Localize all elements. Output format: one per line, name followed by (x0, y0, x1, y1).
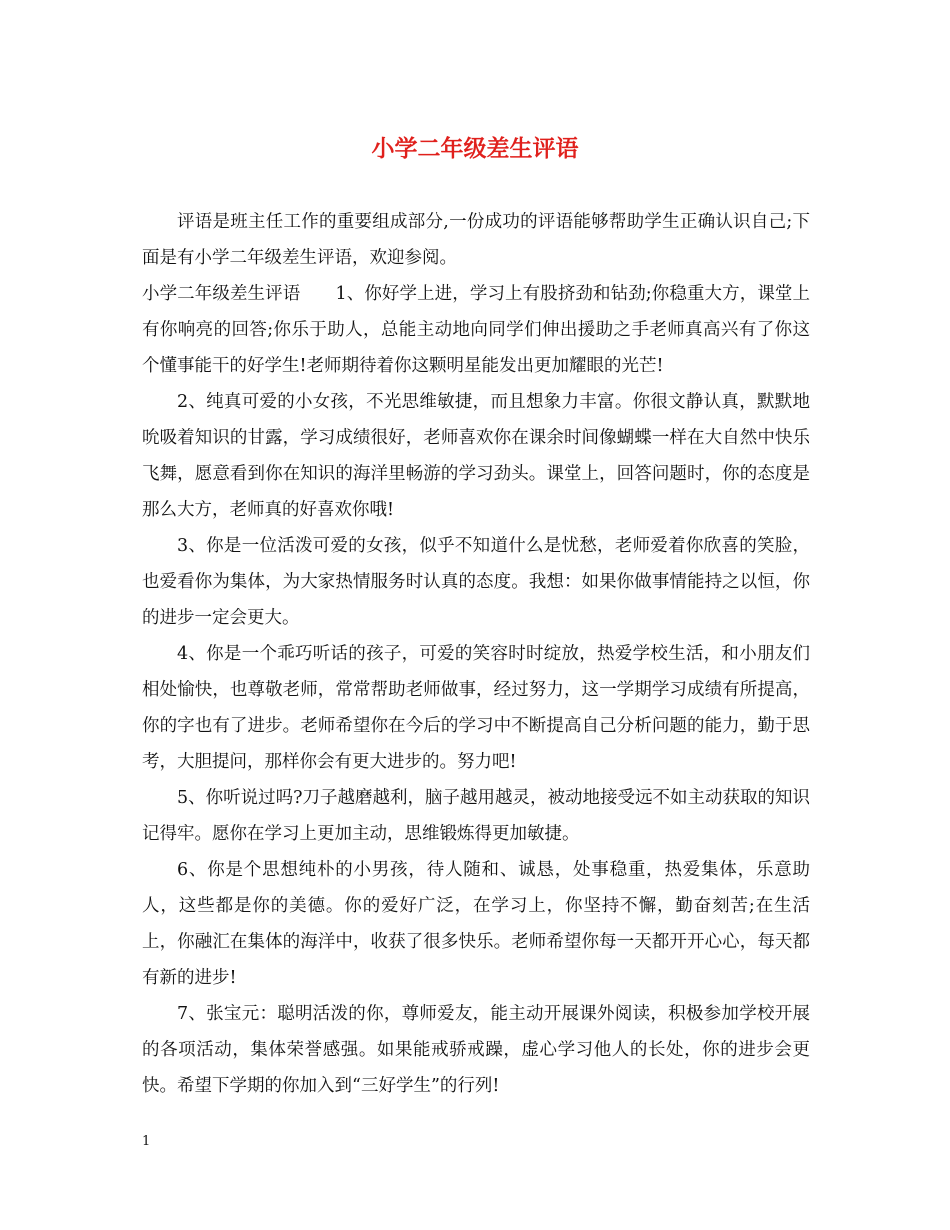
comment-paragraph-3: 3、你是一位活泼可爱的女孩，似乎不知道什么是忧愁，老师爱着你欣喜的笑脸，也爱看你为集体，为大家热情服务时认真的态度。我想：如果你做事情能持之以恒，你的进步一定会更大。 (142, 536, 810, 628)
intro-paragraph: 评语是班主任工作的重要组成部分,一份成功的评语能够帮助学生正确认识自己;下面是有小学二年级差生评语，欢迎参阅。 (142, 212, 810, 268)
comment-paragraph-2: 2、纯真可爱的小女孩，不光思维敏捷，而且想象力丰富。你很文静认真，默默地吮吸着知识的甘露，学习成绩很好，老师喜欢你在课余时间像蝴蝶一样在大自然中快乐飞舞，愿意看到你在知识的海洋里畅游的学习劲头。课堂上，回答问题时，你的态度是那么大方，老师真的好喜欢你哦! (142, 392, 810, 520)
comment-paragraph-7: 7、张宝元：聪明活泼的你，尊师爱友，能主动开展课外阅读，积极参加学校开展的各项活动，集体荣誉感强。如果能戒骄戒躁，虚心学习他人的长处，你的进步会更快。希望下学期的你加入到“三好学生”的行列! (142, 1004, 810, 1096)
document-body (142, 204, 810, 1104)
comment-paragraph-5: 5、你听说过吗?刀子越磨越利，脑子越用越灵，被动地接受远不如主动获取的知识记得牢。愿你在学习上更加主动，思维锻炼得更加敏捷。 (142, 788, 811, 844)
comment-paragraph-1: 小学二年级差生评语 1、你好学上进，学习上有股挤劲和钻劲;你稳重大方，课堂上有你响亮的回答;你乐于助人，总能主动地向同学们伸出援助之手老师真高兴有了你这个懂事能干的好学生!老师期待着你这颗明星能发出更加耀眼的光芒! (142, 284, 810, 376)
comment-paragraph-4: 4、你是一个乖巧听话的孩子，可爱的笑容时时绽放，热爱学校生活，和小朋友们相处愉快，也尊敬老师，常常帮助老师做事，经过努力，这一学期学习成绩有所提高，你的字也有了进步。老师希望你在今后的学习中不断提高自己分析问题的能力，勤于思考，大胆提问，那样你会有更大进步的。努力吧! (142, 644, 810, 772)
page-number: 1 (142, 1134, 151, 1149)
comment-paragraph-6: 6、你是个思想纯朴的小男孩，待人随和、诚恳，处事稳重，热爱集体，乐意助人，这些都是你的美德。你的爱好广泛，在学习上，你坚持不懈，勤奋刻苦;在生活上，你融汇在集体的海洋中，收获了很多快乐。老师希望你每一天都开开心心，每天都有新的进步! (142, 860, 810, 988)
document-title: 小学二年级差生评语 (371, 135, 579, 162)
